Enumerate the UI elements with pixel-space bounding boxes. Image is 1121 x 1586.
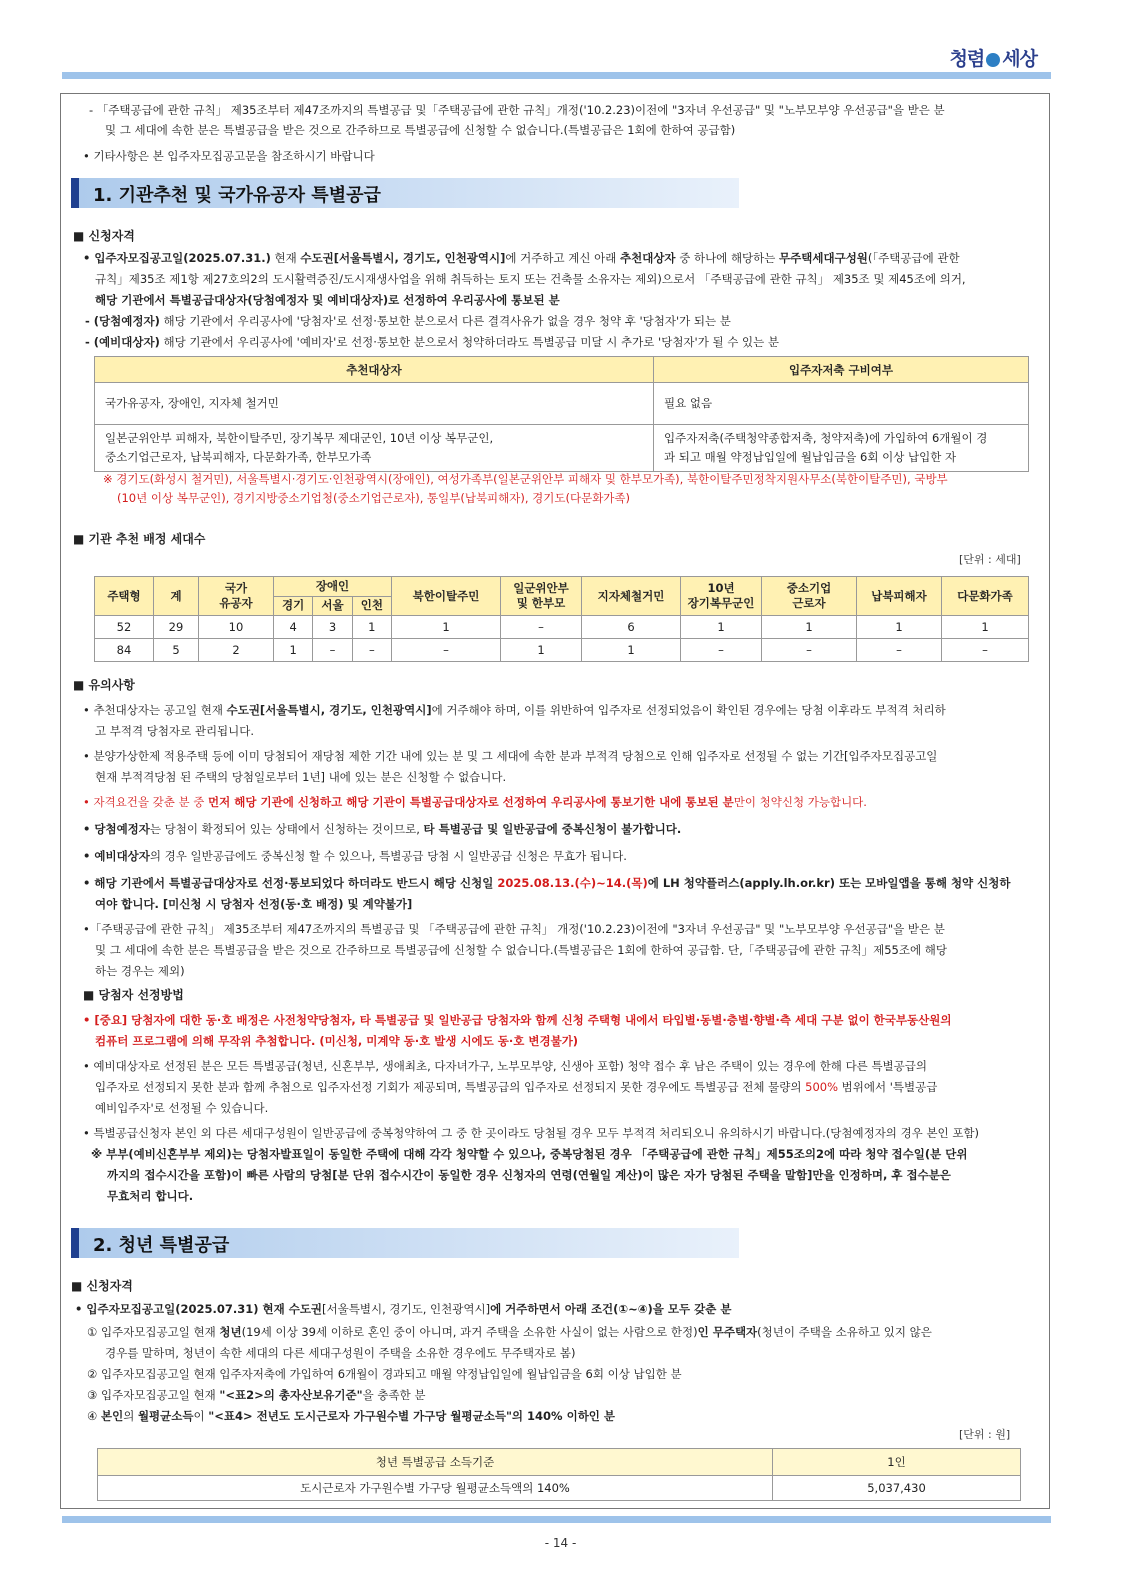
t2-h-sme: 중소기업 근로자 [762, 577, 857, 616]
t2-h-type: 주택형 [95, 577, 154, 616]
note-2a: • 분양가상한제 적용주택 등에 이미 당첨되어 재당첨 제한 기간 내에 있는 분 및 그 세대에 속한 분과 부적격 당첨으로 인해 입주자로 선정될 수 없는 기간[입주자모집공고일 [83, 749, 938, 763]
bottom-divider [62, 1516, 1051, 1523]
section-1-title: 1. 기관추천 및 국가유공자 특별공급 [71, 178, 739, 208]
t2-h-disabled: 장애인 [274, 577, 392, 597]
s1-eligibility-heading: ■ 신청자격 [73, 229, 135, 243]
t2-h-jp: 일군위안부 및 한부모 [501, 577, 582, 616]
t2-cell: 1 [942, 616, 1029, 639]
t3-header-criteria: 청년 특별공급 소득기준 [98, 1449, 773, 1476]
select-2a: • 예비대상자로 선정된 분은 모든 특별공급(청년, 신혼부부, 생애최초, 다자녀가구, 노부모부양, 신생아 포함) 청약 접수 후 남은 주택이 있는 경우에 한해 다른 특별공급의 [83, 1059, 927, 1073]
select-4a: ※ 부부(예비신혼부부 제외)는 당첨자발표일이 동일한 주택에 대해 각각 청약할 수 있으나, 중복당첨된 경우 「주택공급에 관한 규칙」제55조의2에 따라 청약 접수일(분 단위 [91, 1147, 968, 1161]
t3-header-1person: 1인 [773, 1449, 1021, 1476]
intro-line-1: - 「주택공급에 관한 규칙」 제35조부터 제47조까지의 특별공급 및「주택공급에 관한 규칙」개정('10.2.23)이전에 "3자녀 우선공급" 및 "노부모부양 우선공급"을 받은 분 [89, 103, 945, 117]
top-divider [62, 72, 1051, 79]
s1-note-line-2: (10년 이상 복무군인), 경기지방중소기업청(중소기업근로자), 통일부(납북피해자), 경기도(다문화가족) [117, 491, 631, 505]
s2-elig-line: • 입주자모집공고일(2025.07.31) 현재 수도권[서울특별시, 경기도, 인천광역시]에 거주하면서 아래 조건(①~④)을 모두 갖춘 분 [75, 1302, 732, 1316]
t1-row2-target: 일본군위안부 피해자, 북한이탈주민, 장기복무 제대군인, 10년 이상 복무군인, 중소기업근로자, 납북피해자, 다문화가족, 한부모가족 [95, 425, 654, 472]
t2-cell: 1 [392, 616, 501, 639]
t2-cell: – [501, 616, 582, 639]
allocation-table [94, 576, 1029, 662]
t1-header-target: 추천대상자 [95, 357, 654, 383]
t2-cell: 1 [857, 616, 942, 639]
note-7c: 하는 경우는 제외) [95, 964, 185, 978]
t2-cell: 1 [352, 616, 391, 639]
t2-cell: 1 [274, 639, 313, 662]
select-4b: 까지의 접수시간을 포함)이 빠른 사람의 당첨[분 단위 접수시간이 동일한 경우 신청자의 연령(연월일 계산)이 많은 자가 당첨된 주택을 말함]만을 인정하며, 후 접수분은 [107, 1168, 951, 1182]
allocation-heading: ■ 기관 추천 배정 세대수 [73, 532, 206, 546]
logo-dot-icon [986, 53, 1000, 67]
income-table [97, 1448, 1021, 1501]
intro-line-2: 및 그 세대에 속한 분은 특별공급을 받은 것으로 간주하므로 특별공급에 신청할 수 없습니다.(특별공급은 1회에 한하여 공급함) [105, 123, 736, 137]
t2-cell: 3 [313, 616, 352, 639]
note-7a: •「주택공급에 관한 규칙」 제35조부터 제47조까지의 특별공급 및 「주택공급에 관한 규칙」 개정('10.2.23)이전에 "3자녀 우선공급" 및 "노부모부양 우선공급"을 받은 분 [83, 922, 945, 936]
note-2b: 현재 부적격당첨 된 주택의 당첨일로부터 1년] 내에 있는 분은 신청할 수 없습니다. [95, 770, 507, 784]
note-5: • 예비대상자의 경우 일반공급에도 중복신청 할 수 있으나, 특별공급 당첨 시 일반공급 신청은 무효가 됩니다. [83, 849, 627, 863]
t2-cell: 5 [154, 639, 199, 662]
select-2c: 예비입주자'로 선정될 수 있습니다. [95, 1101, 269, 1115]
t2-h-national: 국가 유공자 [199, 577, 274, 616]
condition-1a: ① 입주자모집공고일 현재 청년(19세 이상 39세 이하로 혼인 중이 아니며, 과거 주택을 소유한 사실이 없는 사람으로 한정)인 무주택자(청년이 주택을 소유하고 있지 않은 [87, 1325, 932, 1339]
intro-line-3: • 기타사항은 본 입주자모집공고문을 참조하시기 바랍니다 [83, 149, 375, 163]
t2-cell: 29 [154, 616, 199, 639]
condition-4: ④ 본인의 월평균소득이 "<표4> 전년도 도시근로자 가구원수별 가구당 월평균소득"의 140% 이하인 분 [87, 1409, 616, 1423]
select-2b: 입주자로 선정되지 못한 분과 함께 추첨으로 입주자선정 기회가 제공되며, 특별공급의 입주자로 선정되지 못한 경우에도 특별공급 전체 물량의 500% 범위에서 '특별공급 [95, 1080, 938, 1094]
t2-h-total: 계 [154, 577, 199, 616]
s1-elig-line-5: - (예비대상자) 해당 기관에서 우리공사에 '예비자'로 선정·통보한 분으로서 청약하더라도 특별공급 미달 시 추가로 '당첨자'가 될 수 있는 분 [85, 335, 779, 349]
s2-eligibility-heading: ■ 신청자격 [71, 1279, 133, 1293]
table-row [95, 616, 1029, 639]
table-row [98, 1476, 1021, 1501]
t2-cell: – [352, 639, 391, 662]
t2-cell: 10 [199, 616, 274, 639]
t2-cell: 4 [274, 616, 313, 639]
t1-row1-savings: 필요 없음 [654, 383, 1029, 425]
t1-header-savings: 입주자저축 구비여부 [654, 357, 1029, 383]
s1-note-line-1: ※ 경기도(화성시 철거민), 서울특별시·경기도·인천광역시(장애인), 여성가족부(일본군위안부 피해자 및 한부모가족), 북한이탈주민정착지원사무소(북한이탈주민), 국방부 [103, 472, 948, 486]
page-number: - 14 - [544, 1536, 577, 1550]
select-4c: 무효처리 합니다. [107, 1189, 194, 1203]
t2-cell: 6 [582, 616, 681, 639]
condition-1b: 경우를 말하며, 청년이 속한 세대의 다른 세대구성원이 주택을 소유한 경우에도 무주택자로 봄) [105, 1346, 576, 1360]
note-6b: 여야 합니다. [미신청 시 당첨자 선정(동·호 배정) 및 계약불가] [95, 897, 413, 911]
t2-cell: 84 [95, 639, 154, 662]
t2-h-military: 10년 장기복무군인 [681, 577, 762, 616]
t2-cell: – [942, 639, 1029, 662]
selection-heading: ■ 당첨자 선정방법 [83, 988, 184, 1002]
t2-cell: 52 [95, 616, 154, 639]
t2-cell: 1 [582, 639, 681, 662]
note-1a: • 추천대상자는 공고일 현재 수도권[서울특별시, 경기도, 인천광역시]에 거주해야 하며, 이를 위반하여 입주자로 선정되었음이 확인된 경우에는 당첨 이후라도 부적격 처리하 [83, 703, 946, 717]
recommendation-table [94, 356, 1029, 472]
t1-row2-savings: 입주자저축(주택청약종합저축, 청약저축)에 가입하여 6개월이 경 과 되고 매월 약정납입일에 월납입금을 6회 이상 납입한 자 [654, 425, 1029, 472]
t2-cell: 2 [199, 639, 274, 662]
select-1a: • [중요] 당첨자에 대한 동·호 배정은 사전청약당첨자, 타 특별공급 및 일반공급 당첨자와 함께 신청 주택형 내에서 타입별·동별·층별·향별·측 세대 구분 없이 한국부동산원의 [83, 1013, 952, 1027]
note-3: • 자격요건을 갖춘 분 중 먼저 해당 기관에 신청하고 해당 기관이 특별공급대상자로 선정하여 우리공사에 통보기한 내에 통보된 분만이 청약신청 가능합니다. [83, 795, 867, 809]
condition-3: ③ 입주자모집공고일 현재 "<표2>의 총자산보유기준"을 충족한 분 [87, 1388, 426, 1402]
t2-cell: – [392, 639, 501, 662]
t3-amount: 5,037,430 [773, 1476, 1021, 1501]
t2-h-nk: 북한이탈주민 [392, 577, 501, 616]
condition-2: ② 입주자모집공고일 현재 입주자저축에 가입하여 6개월이 경과되고 매월 약정납입일에 월납입금을 6회 이상 납입한 분 [87, 1367, 682, 1381]
note-7b: 및 그 세대에 속한 분은 특별공급을 받은 것으로 간주하므로 특별공급에 신청할 수 없습니다.(특별공급은 1회에 한하여 공급함. 단,「주택공급에 관한 규칙」제55조에 해당 [95, 943, 947, 957]
t2-cell: – [313, 639, 352, 662]
t2-h-demolition: 지자체철거민 [582, 577, 681, 616]
allocation-unit: [단위 : 세대] [959, 553, 1021, 566]
note-1b: 고 부적격 당첨자로 관리됩니다. [95, 724, 255, 738]
t1-row1-target: 국가유공자, 장애인, 지자체 철거민 [95, 383, 654, 425]
content-frame [60, 93, 1050, 1509]
s1-elig-line-4: - (당첨예정자) 해당 기관에서 우리공사에 '당첨자'로 선정·통보한 분으로서 다른 결격사유가 없을 경우 청약 후 '당첨자'가 되는 분 [85, 314, 731, 328]
s1-elig-line-3: 해당 기관에서 특별공급대상자(당첨예정자 및 예비대상자)로 선정하여 우리공사에 통보된 분 [95, 293, 560, 307]
note-6a: • 해당 기관에서 특별공급대상자로 선정·통보되었다 하더라도 반드시 해당 신청일 2025.08.13.(수)~14.(목)에 LH 청약플러스(apply.lh.or.kr) 또는 모바일앱을 통해 청약 신청하 [83, 876, 1011, 890]
t2-cell: – [857, 639, 942, 662]
t2-cell: – [681, 639, 762, 662]
t2-cell: 1 [762, 616, 857, 639]
t2-cell: 1 [681, 616, 762, 639]
t2-cell: 1 [501, 639, 582, 662]
t3-criteria: 도시근로자 가구원수별 가구당 월평균소득액의 140% [98, 1476, 773, 1501]
t2-cell: – [762, 639, 857, 662]
select-1b: 컴퓨터 프로그램에 의해 무작위 추첨합니다. (미신청, 미계약 동·호 발생 시에도 동·호 변경불가) [95, 1034, 579, 1048]
table-row [95, 639, 1029, 662]
s1-elig-line-2: 규칙」제35조 제1항 제27호의2의 도시활력증진/도시재생사업을 위해 취득하는 토지 또는 건축물 소유자는 제외)으로서 「주택공급에 관한 규칙」 제35조 및 제45조에 의거, [95, 272, 966, 286]
s1-elig-line-1: • 입주자모집공고일(2025.07.31.) 현재 수도권[서울특별시, 경기도, 인천광역시]에 거주하고 계신 아래 추천대상자 중 하나에 해당하는 무주택세대구성원(「주택공급에 관한 [83, 251, 960, 265]
t2-h-abduction: 납북피해자 [857, 577, 942, 616]
t2-h-multicultural: 다문화가족 [942, 577, 1029, 616]
note-4: • 당첨예정자는 당첨이 확정되어 있는 상태에서 신청하는 것이므로, 타 특별공급 및 일반공급에 중복신청이 불가합니다. [83, 822, 682, 836]
section-2-title: 2. 청년 특별공급 [71, 1228, 739, 1258]
t2-h-seoul: 서울 [313, 596, 352, 616]
t2-h-incheon: 인천 [352, 596, 391, 616]
select-3: • 특별공급신청자 본인 외 다른 세대구성원이 일반공급에 중복청약하여 그 중 한 곳이라도 당첨될 경우 모두 부적격 처리되오니 유의하시기 바랍니다.(당첨예정자의 경우 본인 포함) [83, 1126, 980, 1140]
t2-h-gyeonggi: 경기 [274, 596, 313, 616]
notes-heading: ■ 유의사항 [73, 678, 135, 692]
s2-unit: [단위 : 원] [959, 1428, 1011, 1441]
logo: 청렴 세상 [949, 48, 1037, 70]
